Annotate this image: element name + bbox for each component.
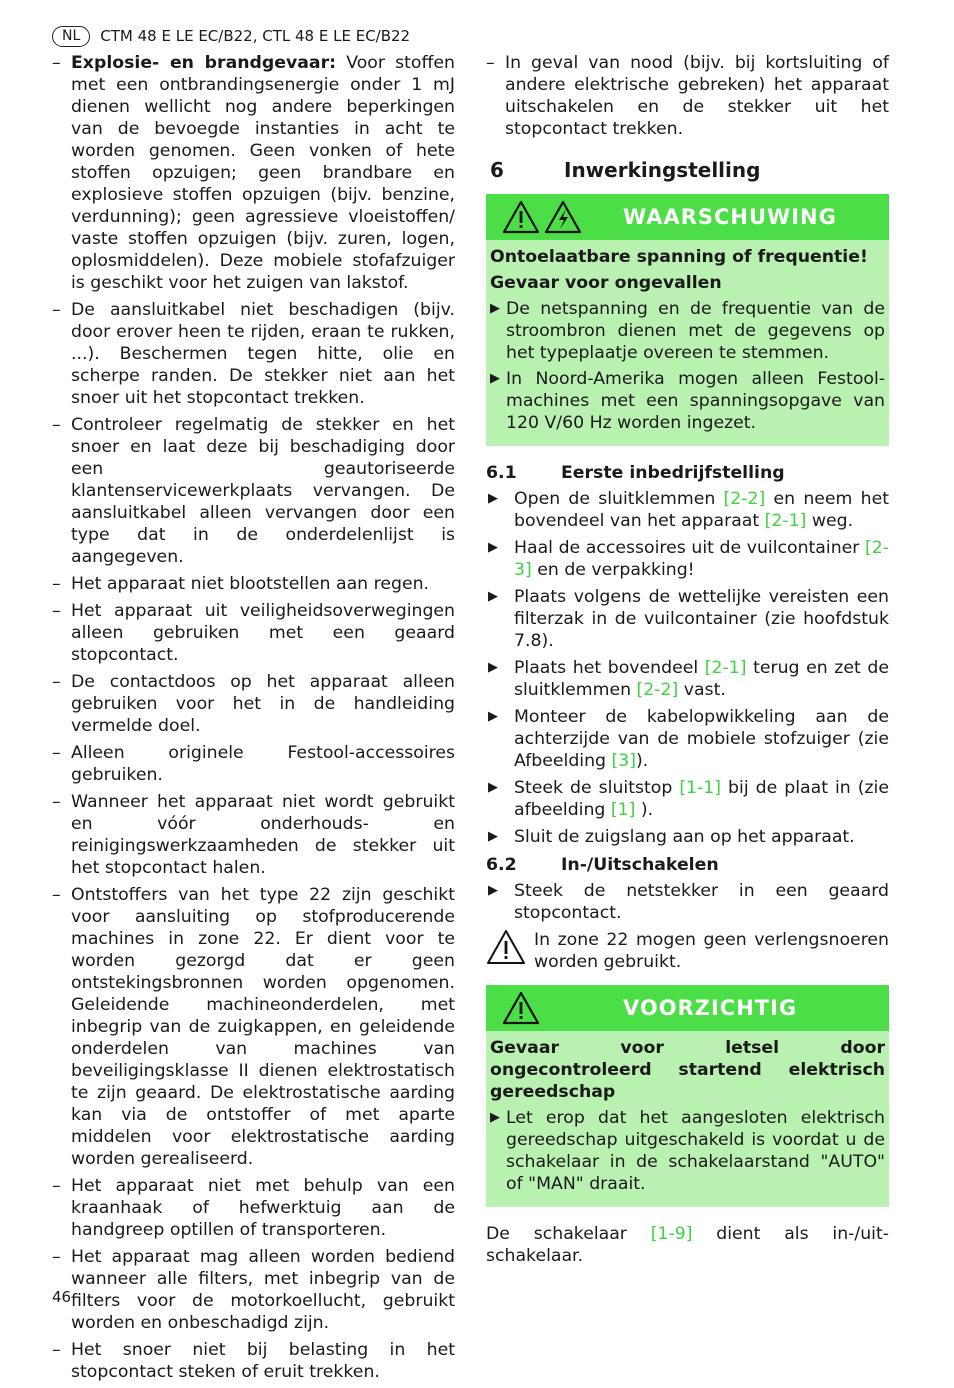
caution-item: ▶ Let erop dat het aangesloten elektrisch gereedschap uitgeschakeld is voordat u de schakelaar in de schakelaarstand "AUTO" of "MAN" draait. (490, 1108, 885, 1194)
figure-reference: [3] (611, 751, 636, 771)
list-item: – Wanneer het apparaat niet wordt gebruikt en vóór onderhouds- en reinigingswerkzaamheden de stekker uit het stopcontact halen. (52, 792, 455, 878)
triangle-bullet-icon: ▶ (488, 780, 498, 795)
triangle-bullet-icon: ▶ (490, 301, 500, 316)
list-item: – De aansluitkabel niet beschadigen (bijv. door erover heen te rijden, eraan te rukken, ...). Beschermen tegen hitte, olie en scherpe randen. De stekker niet aan het snoer uit het stopcontact trekken. (52, 300, 455, 408)
triangle-bullet-icon: ▶ (488, 829, 498, 844)
list-item: – Het apparaat niet blootstellen aan regen. (52, 574, 430, 594)
note: In zone 22 mogen geen verlengsnoeren worden gebruikt. (486, 929, 889, 973)
left-column (52, 52, 455, 1388)
right-column (486, 52, 889, 1267)
list-item: – Het apparaat mag alleen worden bediend wanneer alle filters, met inbegrip van de filters voor de motorkoellucht, gebruikt worden en onbeschadigd zijn. (52, 1247, 455, 1333)
subsection-heading: 6.2 In-/Uitschakelen (486, 855, 719, 875)
figure-reference: [2-2] (723, 489, 766, 509)
model-title: CTM 48 E LE EC/B22, CTL 48 E LE EC/B22 (100, 27, 411, 45)
warning-box (486, 194, 889, 446)
caution-header (486, 985, 889, 1031)
triangle-bullet-icon: ▶ (488, 540, 498, 555)
list-item: – Alleen originele Festool-accessoires gebruiken. (52, 743, 455, 785)
warning-item: ▶ De netspanning en de frequentie van de stroombron dienen met de gegevens op het typeplaatje overeen te stemmen. (490, 299, 885, 363)
warning-triangle-icon (502, 200, 540, 234)
electric-shock-icon (544, 200, 582, 234)
list-item: – Het snoer niet bij belasting in het stopcontact steken of eruit trekken. (52, 1340, 455, 1382)
warning-header (486, 194, 889, 240)
triangle-bullet-icon: ▶ (490, 371, 500, 386)
page-number: 46 (52, 1288, 72, 1306)
warning-title: WAARSCHUWING (623, 205, 837, 229)
triangle-bullet-icon: ▶ (488, 709, 498, 724)
list-item: – Explosie- en brandgevaar: Voor stoffen met een ontbrandingsenergie onder 1 mJ dienen wellicht nog andere beperkingen van de bevoegde instanties in acht te worden genomen. Geen vonken of hete stoffen opzuigen; geen brandbare en explosieve stoffen opzuigen (bijv. benzine, verdunning); geen agressieve vloeistoffen/ vaste stoffen opzuigen (bijv. zuren, logen, oplosmiddelen). Deze mobiele stofafzuiger is geschikt voor het zuigen van lakstof. (52, 53, 455, 293)
step-item: ▶ Haal de accessoires uit de vuilcontainer [2-3] en de verpakking! (488, 538, 889, 580)
subsection-heading: 6.1 Eerste inbedrijfstelling (486, 463, 785, 483)
step-item: ▶ Sluit de zuigslang aan op het apparaat. (488, 827, 855, 847)
closing-paragraph: De schakelaar [1-9] dient als in-/uit-schakelaar. (486, 1224, 889, 1266)
list-item: – Controleer regelmatig de stekker en het snoer en laat deze bij beschadiging door een geautoriseerde klantenservicewerkplaats vervangen. De aansluitkabel alleen vervangen door een type dat in de onderdelenlijst is aangegeven. (52, 415, 455, 567)
caution-title: VOORZICHTIG (623, 996, 798, 1020)
triangle-bullet-icon: ▶ (488, 660, 498, 675)
triangle-bullet-icon: ▶ (490, 1110, 500, 1125)
figure-reference: [2-1] (764, 511, 807, 531)
step-list (486, 488, 889, 848)
warning-triangle-icon (502, 991, 540, 1025)
step-item: ▶ Plaats het bovendeel [2-1] terug en zet de sluitklemmen [2-2] vast. (488, 658, 889, 700)
figure-reference: [2-2] (636, 680, 679, 700)
warning-subtitle: Gevaar voor ongevallen (490, 273, 722, 293)
list-item: – Het apparaat uit veiligheidsoverwegingen alleen gebruiken met een geaard stopcontact. (52, 601, 455, 665)
list-item: – Ontstoffers van het type 22 zijn geschikt voor aansluiting op stofproducerende machines in zone 22. Er dient voor te worden gezorgd dat er geen ontstekingsbronnen worden opgenomen. Geleidende machineonderdelen, met inbegrip van de zuigkappen, en geleidende onderdelen van machines van beveiligingsklasse II dienen elektrostatisch te zijn geaard. De elektrostatische aarding kan via de ontstoffer of met aparte middelen voor elektrostatische aarding worden gerealiseerd. (52, 885, 455, 1169)
figure-reference: [2-3] (514, 538, 889, 580)
step-item: ▶ Steek de netstekker in een geaard stopcontact. (488, 881, 889, 923)
step-item: ▶ Plaats volgens de wettelijke vereisten een filterzak in de vuilcontainer (zie hoofdstuk 7.8). (488, 587, 889, 651)
warning-item: ▶ In Noord-Amerika mogen alleen Festool-machines met een spanningsopgave van 120 V/60 Hz worden ingezet. (490, 369, 885, 433)
figure-reference: [1] (610, 800, 636, 820)
triangle-bullet-icon: ▶ (488, 589, 498, 604)
step-item: ▶ Steek de sluitstop [1-1] bij de plaat in (zie afbeelding [1] ). (488, 778, 889, 820)
section-heading: 6 Inwerkingstelling (490, 158, 761, 182)
figure-reference: [1-1] (679, 778, 722, 798)
list-item: – Het apparaat niet met behulp van een kraanhaak of hefwerktuig aan de handgreep optillen of transporteren. (52, 1176, 455, 1240)
caution-subtitle: Gevaar voor letsel door ongecontroleerd startend elektrisch gereedschap (490, 1038, 885, 1102)
figure-reference: [2-1] (704, 658, 747, 678)
triangle-bullet-icon: ▶ (488, 883, 498, 898)
warning-triangle-icon (486, 929, 526, 965)
list-item: – In geval van nood (bijv. bij kortsluiting of andere elektrische gebreken) het apparaat uitschakelen en de stekker uit het stopcontact trekken. (486, 53, 889, 139)
caution-box (486, 985, 889, 1207)
figure-reference: [1-9] (650, 1224, 693, 1244)
warning-subtitle: Ontoelaatbare spanning of frequentie! (490, 247, 868, 267)
page-header (52, 25, 410, 47)
step-item: ▶ Monteer de kabelopwikkeling aan de achterzijde van de mobiele stofzuiger (zie Afbeelding [3]). (488, 707, 889, 771)
triangle-bullet-icon: ▶ (488, 491, 498, 506)
language-badge: NL (52, 26, 90, 47)
step-item: ▶ Open de sluitklemmen [2-2] en neem het bovendeel van het apparaat [2-1] weg. (488, 489, 889, 531)
list-item: – De contactdoos op het apparaat alleen gebruiken voor het in de handleiding vermelde doel. (52, 672, 455, 736)
